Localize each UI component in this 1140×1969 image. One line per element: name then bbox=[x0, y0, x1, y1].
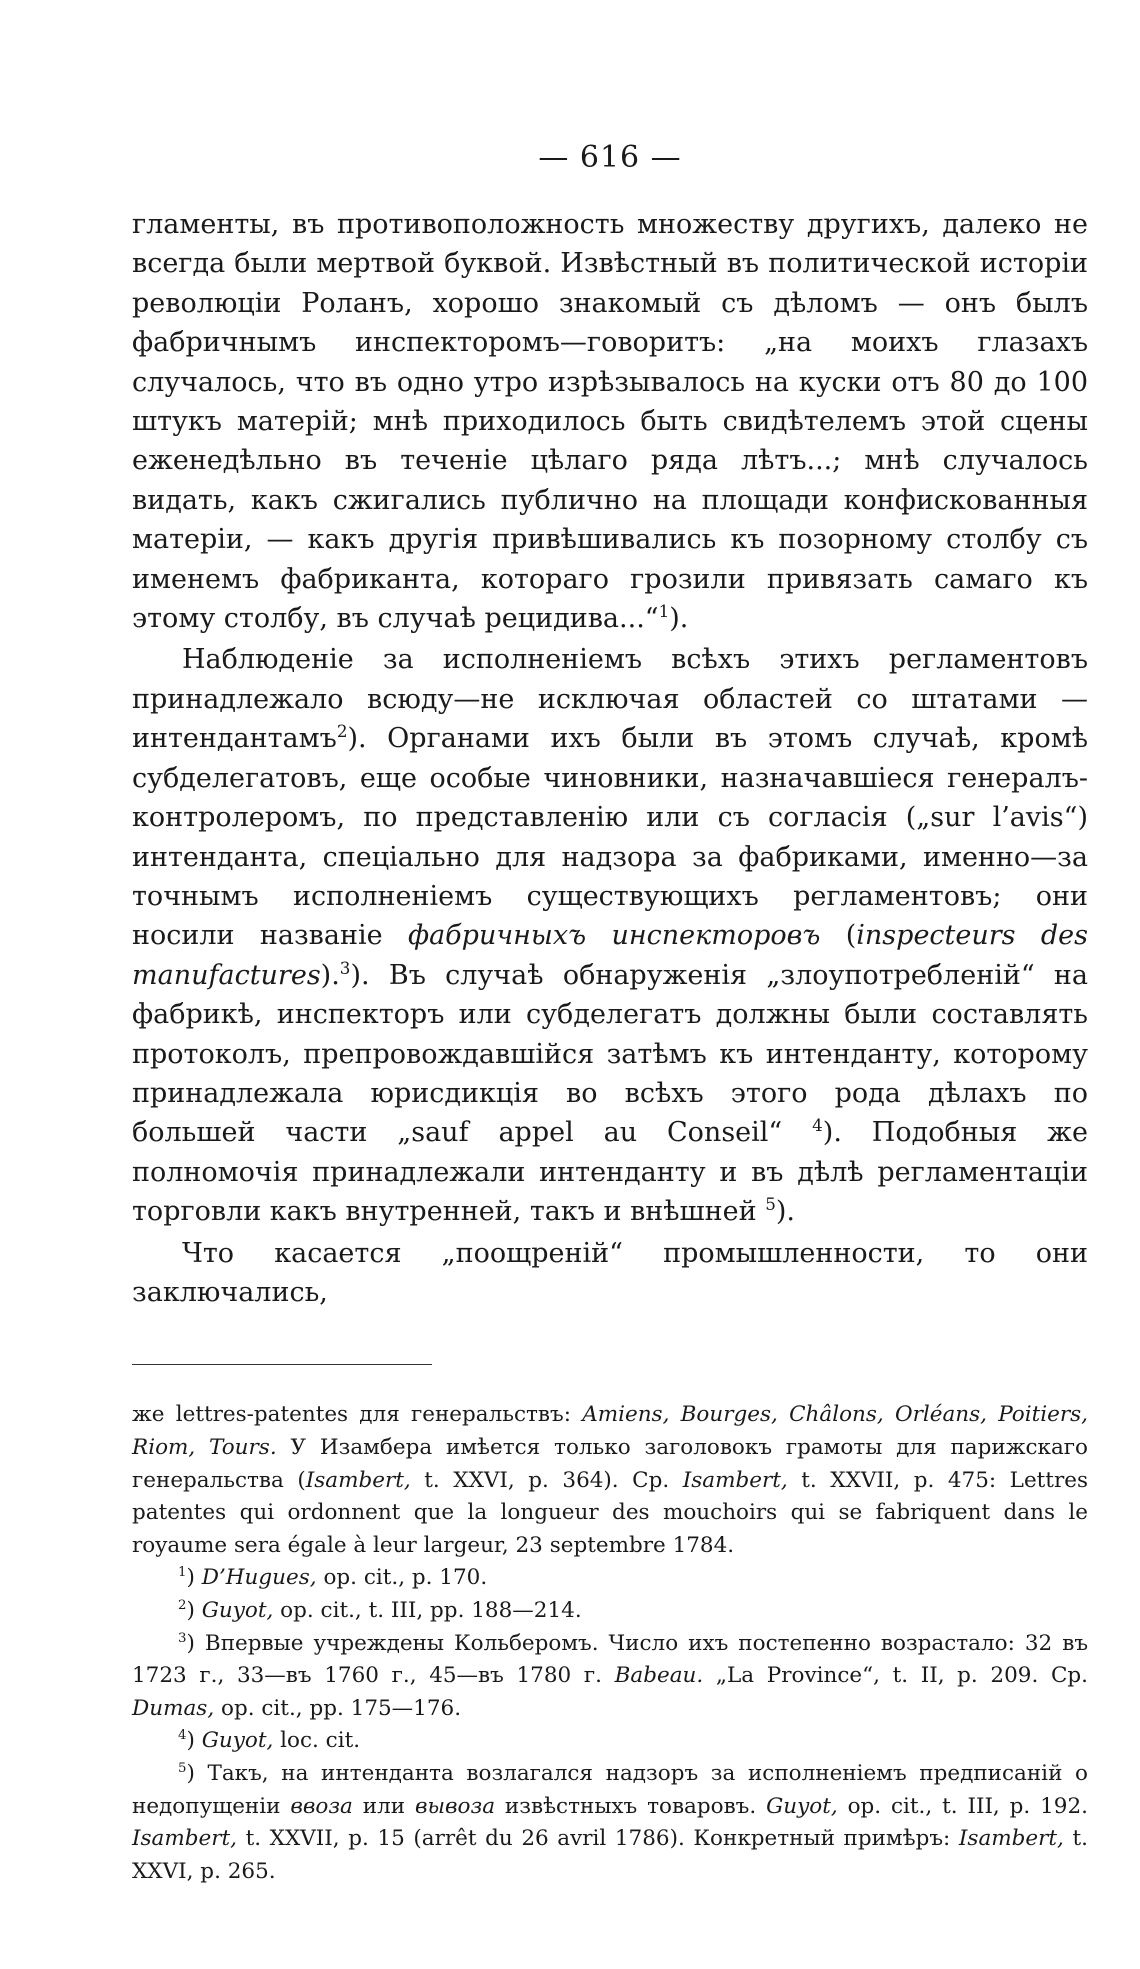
footnote-5-text-a: Такъ, на интенданта возлагался надзоръ за исполненіемъ предписаній о недопущеніи bbox=[132, 1760, 1088, 1819]
paragraph-2 bbox=[132, 640, 1088, 1231]
paragraph-1-end: ). bbox=[669, 603, 689, 635]
footnote-5: $^5$) Такъ, на интенданта возлагался надзоръ за исполненіемъ предписаній о недопущеніи ввоза или вывоза извѣстныхъ товаровъ. Guyot, op. cit., t. III, p. 192. Isambert, t. XXVII, p. 15 (arrêt du 26 avril 1786). Конкретный примѣръ: Isambert, t. XXVI, p. 265. bbox=[132, 1760, 1088, 1884]
footnote-5-isambert-2: Isambert, bbox=[958, 1826, 1064, 1852]
footnote-continuation bbox=[132, 1399, 1088, 1562]
footnote-1: $^1$) D’Hugues, op. cit., p. 170. bbox=[178, 1565, 488, 1591]
paragraph-2-text-f: ). Подобныя же полномочія принадлежали интенданту и въ дѣлѣ регламентаціи торговли какъ внутренней, такъ и внѣшней bbox=[132, 1117, 1088, 1228]
footnote-ref-2: 2 bbox=[336, 721, 348, 742]
note-cont-b: У Изамбера имѣется только заголовокъ грамоты для парижскаго генеральства ( bbox=[132, 1434, 1088, 1493]
footnote-5-text-b: или bbox=[362, 1793, 406, 1819]
footnote-3-dumas: Dumas, bbox=[132, 1695, 215, 1721]
note-cont-cities: Amiens, Bourges, Châlons, Orléans, Poitiers, Riom, Tours. bbox=[132, 1402, 1089, 1460]
footnote-5-import: ввоза bbox=[290, 1793, 353, 1819]
footnote-2-mark: 2 bbox=[178, 1597, 187, 1613]
footnote-ref-1: 1 bbox=[658, 601, 670, 622]
main-text bbox=[132, 205, 1088, 1312]
footnote-2-author: Guyot, bbox=[201, 1597, 274, 1623]
note-cont-isambert-2: Isambert, bbox=[682, 1467, 788, 1493]
footnote-5-guyot: Guyot, bbox=[766, 1793, 838, 1819]
footnote-ref-4: 4 bbox=[812, 1115, 823, 1136]
footnote-5-text-c: извѣстныхъ товаровъ. bbox=[504, 1793, 757, 1819]
footnote-5-text-d: op. cit., t. III, p. 192. bbox=[847, 1793, 1088, 1819]
footnote-3-mark: 3 bbox=[178, 1630, 187, 1646]
note-cont-d: t. XXVII, p. 475: Lettres patentes qui ordonnent que la longueur des mouchoirs qui se fabriquent dans le royaume sera égale à leur largeur, 23 septembre 1784. bbox=[132, 1467, 1088, 1558]
paragraph-2-text-b: ). Органами ихъ были въ этомъ случаѣ, кромѣ субделегатовъ, еще особые чиновники, назначавшіеся генералъ-контролеромъ, по представленію или съ согласія („sur l’avis“) интенданта, спеціально для надзора за фабриками, именно—за точнымъ исполненіемъ существующихъ регламентовъ; они носили названіе bbox=[132, 723, 1088, 952]
term-inspecteurs: inspecteurs des manufactures bbox=[132, 920, 1088, 991]
book-page bbox=[132, 140, 1088, 1888]
paragraph-2-text-g: ). bbox=[775, 1196, 796, 1228]
footnote-5-text-f: t. XXVI, p. 265. bbox=[132, 1826, 1088, 1884]
paragraph-2-text-c: ( bbox=[845, 920, 857, 952]
footnote-ref-3: 3 bbox=[339, 957, 351, 978]
footnote-5-mark: 5 bbox=[178, 1760, 187, 1776]
footnote-4: $^4$) Guyot, loc. cit. bbox=[178, 1728, 361, 1754]
paragraph-1-text: гламенты, въ противоположность множеству другихъ, далеко не всегда были мертвой буквой. Извѣстный въ политической исторіи революціи Роланъ, хорошо знакомый съ дѣломъ — онъ былъ фабричнымъ инспекторомъ—говоритъ: „на моихъ глазахъ случалось, что въ одно утро изрѣзывалось на куски отъ 80 до 100 штукъ матерій; мнѣ приходилось быть свидѣтелемъ этой сцены еженедѣльно въ теченіе цѣлаго ряда лѣтъ...; мнѣ случалось видать, какъ сжигались публично на площади конфискованныя матеріи, — какъ другія привѣшивались къ позорному столбу съ именемъ фабриканта, котораго грозили привязать самаго къ этому столбу, въ случаѣ рецидива...“ bbox=[132, 209, 1088, 635]
footnote-2-text: op. cit., t. III, pp. 188—214. bbox=[280, 1597, 582, 1623]
footnote-ref-5: 5 bbox=[765, 1194, 776, 1215]
footnote-divider bbox=[132, 1364, 432, 1365]
note-cont-isambert-1: Isambert, bbox=[305, 1467, 411, 1493]
footnote-3-text-b: „La Province“, t. II, p. 209. Ср. bbox=[715, 1663, 1088, 1689]
paragraph-2-text-e: ). Въ случаѣ обнаруженія „злоупотребленій“ на фабрикѣ, инспекторъ или субделегатъ должны были составлять протоколъ, препровождавшійся затѣмъ къ интенданту, которому принадлежала юрисдикція во всѣхъ этого рода дѣлахъ по большей части „sauf appel au Conseil“ bbox=[132, 959, 1088, 1149]
paragraph-1 bbox=[132, 205, 1088, 638]
footnote-3-text-c: op. cit., pp. 175—176. bbox=[221, 1695, 462, 1721]
footnote-5-text-e: t. XXVII, p. 15 (arrêt du 26 avril 1786). Конкретный примѣръ: bbox=[245, 1826, 951, 1852]
footnote-4-text: loc. cit. bbox=[280, 1728, 361, 1754]
footnote-1-mark: 1 bbox=[178, 1565, 187, 1581]
note-cont-a: же lettres-patentes для генеральствъ: bbox=[132, 1402, 571, 1428]
footnote-4-author: Guyot, bbox=[201, 1728, 274, 1754]
term-factory-inspectors: фабричныхъ инспекторовъ bbox=[407, 920, 821, 952]
footnote-1-author: D’Hugues, bbox=[201, 1565, 317, 1591]
footnotes bbox=[132, 1399, 1088, 1888]
footnote-2: $^2$) Guyot, op. cit., t. III, pp. 188—214. bbox=[178, 1597, 582, 1623]
note-cont-c: t. XXVI, p. 364). Ср. bbox=[424, 1467, 670, 1493]
footnote-3: $^3$) Впервые учреждены Кольберомъ. Число ихъ постепенно возрастало: 32 въ 1723 г., 33—въ 1760 г., 45—въ 1780 г. Babeau. „La Province“, t. II, p. 209. Ср. Dumas, op. cit., pp. 175—176. bbox=[132, 1630, 1088, 1721]
footnote-4-mark: 4 bbox=[178, 1728, 187, 1744]
paragraph-2-text-a: Наблюденіе за исполненіемъ всѣхъ этихъ регламентовъ принадлежало всюду—не исключая областей со штатами — интендантамъ bbox=[132, 644, 1088, 755]
footnote-5-isambert-1: Isambert, bbox=[132, 1826, 237, 1852]
page-number: — 616 — bbox=[538, 140, 682, 175]
footnote-3-text-a: Впервые учреждены Кольберомъ. Число ихъ постепенно возрастало: 32 въ 1723 г., 33—въ 1760 г., 45—въ 1780 г. bbox=[132, 1630, 1088, 1689]
footnote-1-text: op. cit., p. 170. bbox=[323, 1565, 488, 1591]
paragraph-3: Что касается „поощреній“ промышленности, то они заключались, bbox=[132, 1237, 1088, 1308]
paragraph-2-text-d: ). bbox=[320, 959, 340, 991]
footnote-3-babeau: Babeau. bbox=[614, 1663, 704, 1689]
footnote-5-export: вывоза bbox=[415, 1793, 496, 1819]
